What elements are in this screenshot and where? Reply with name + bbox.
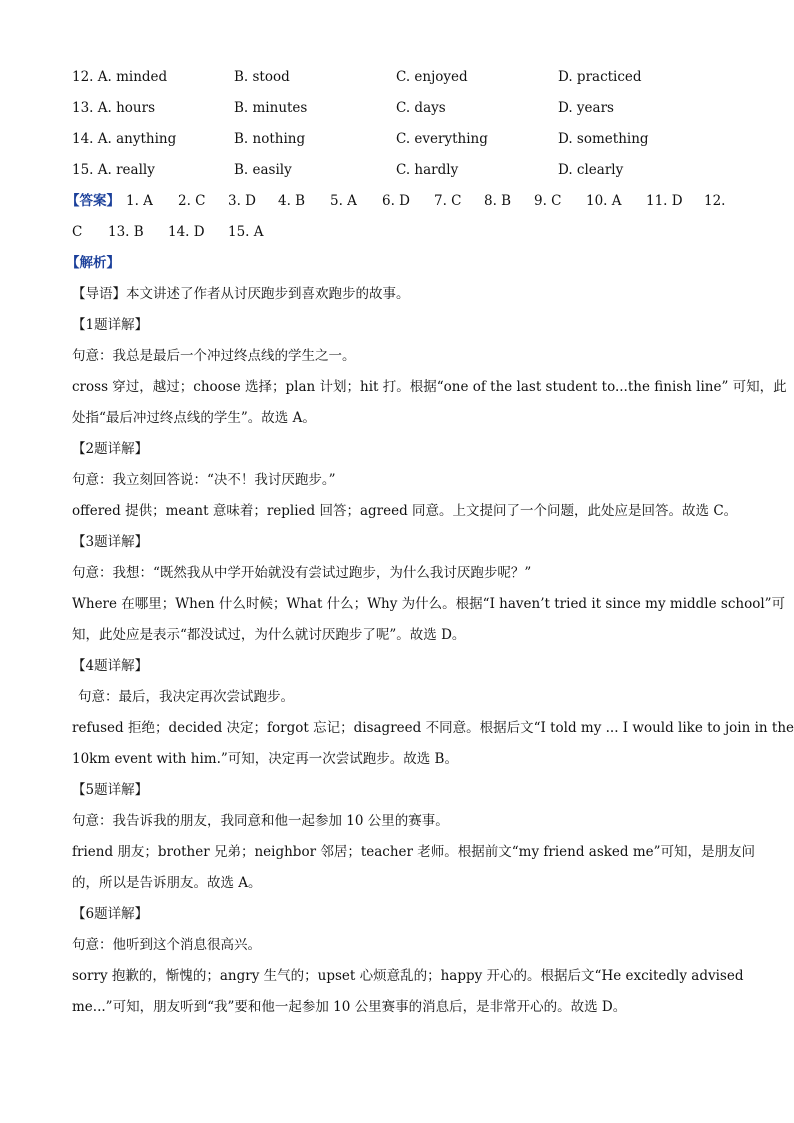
option-b: B. stood [234, 69, 290, 85]
option-d: D. clearly [558, 162, 624, 178]
option-c: C. hardly [396, 162, 459, 178]
option-row-12 [72, 62, 722, 93]
option-d: D. years [558, 100, 614, 116]
detail-heading: 【4题详解】 [72, 658, 149, 674]
answer-item: 15. A [228, 224, 264, 240]
answer-item: 3. D [228, 193, 256, 209]
detail-explanation: refused 拒绝；decided 决定；forgot 忘记；disagreed 不同意。根据后文“I told my ... I would like to join in the [72, 720, 794, 736]
option-b: B. easily [234, 162, 292, 178]
detail-heading: 【5题详解】 [72, 782, 149, 798]
options-block [72, 62, 722, 186]
answer-item: 7. C [434, 193, 462, 209]
answer-item: 8. B [484, 193, 512, 209]
answer-item: 5. A [330, 193, 357, 209]
option-a: 14. A. anything [72, 131, 177, 147]
answer-label: 【答案】 [66, 193, 120, 209]
detail-sentence: 句意：最后，我决定再次尝试跑步。 [78, 689, 294, 705]
option-c: C. days [396, 100, 446, 116]
option-a: 13. A. hours [72, 100, 155, 116]
option-a: 12. A. minded [72, 69, 168, 85]
option-b: B. minutes [234, 100, 308, 116]
answer-line-1 [66, 186, 726, 217]
option-row-14 [72, 124, 722, 155]
detail-heading: 【1题详解】 [72, 317, 149, 333]
answer-item: C [72, 224, 83, 240]
detail-heading: 【6题详解】 [72, 906, 149, 922]
detail-sentence: 句意：我想：“既然我从中学开始就没有尝试过跑步，为什么我讨厌跑步呢？” [72, 565, 532, 581]
option-a: 15. A. really [72, 162, 155, 178]
option-c: C. everything [396, 131, 488, 147]
detail-explanation: cross 穿过，越过；choose 选择；plan 计划；hit 打。根据“one of the last student to...the finish line” 可知，此 [72, 379, 787, 395]
answer-item: 14. D [168, 224, 205, 240]
detail-sentence: 句意：我告诉我的朋友，我同意和他一起参加 10 公里的赛事。 [72, 813, 449, 829]
document-page [66, 62, 794, 1023]
answer-item: 6. D [382, 193, 410, 209]
option-c: C. enjoyed [396, 69, 468, 85]
answer-item: 11. D [646, 193, 683, 209]
option-d: D. practiced [558, 69, 642, 85]
detail-heading: 【3题详解】 [72, 534, 149, 550]
answer-item: 2. C [178, 193, 206, 209]
option-row-15 [72, 155, 722, 186]
detail-explanation: me...”可知，朋友听到“我”要和他一起参加 10 公里赛事的消息后，是非常开心的。故选 D。 [72, 999, 627, 1015]
detail-explanation: 的，所以是告诉朋友。故选 A。 [72, 875, 262, 891]
option-d: D. something [558, 131, 649, 147]
answer-line-2 [72, 217, 722, 248]
detail-explanation: 知，此处应是表示“都没试过，为什么就讨厌跑步了呢”。故选 D。 [72, 627, 466, 643]
detail-sentence: 句意：我总是最后一个冲过终点线的学生之一。 [72, 348, 356, 364]
detail-heading: 【2题详解】 [72, 441, 149, 457]
option-row-13 [72, 93, 722, 124]
detail-explanation: friend 朋友；brother 兄弟；neighbor 邻居；teacher 老师。根据前文“my friend asked me”可知，是朋友问 [72, 844, 756, 860]
answer-item: 10. A [586, 193, 622, 209]
detail-sentence: 句意：他听到这个消息很高兴。 [72, 937, 261, 953]
detail-sentence: 句意：我立刻回答说：“决不！我讨厌跑步。” [72, 472, 336, 488]
answer-item: 1. A [126, 193, 153, 209]
answer-item: 9. C [534, 193, 562, 209]
detail-explanation: Where 在哪里；When 什么时候；What 什么；Why 为什么。根据“I haven’t tried it since my middle school”可 [72, 596, 786, 612]
detail-explanation: sorry 抱歉的，惭愧的；angry 生气的；upset 心烦意乱的；happy 开心的。根据后文“He excitedly advised [72, 968, 744, 984]
detail-explanation: 10km event with him.”可知，决定再一次尝试跑步。故选 B。 [72, 751, 458, 767]
details-section [72, 310, 794, 1023]
analysis-label: 【解析】 [66, 255, 120, 271]
guide-text: 【导语】本文讲述了作者从讨厌跑步到喜欢跑步的故事。 [72, 286, 410, 302]
answer-item: 4. B [278, 193, 306, 209]
option-b: B. nothing [234, 131, 306, 147]
detail-explanation: 处指“最后冲过终点线的学生”。故选 A。 [72, 410, 316, 426]
detail-explanation: offered 提供；meant 意味着；replied 回答；agreed 同意。上文提问了一个问题，此处应是回答。故选 C。 [72, 503, 738, 519]
answer-item: 13. B [108, 224, 144, 240]
answer-item: 12. [704, 193, 726, 209]
